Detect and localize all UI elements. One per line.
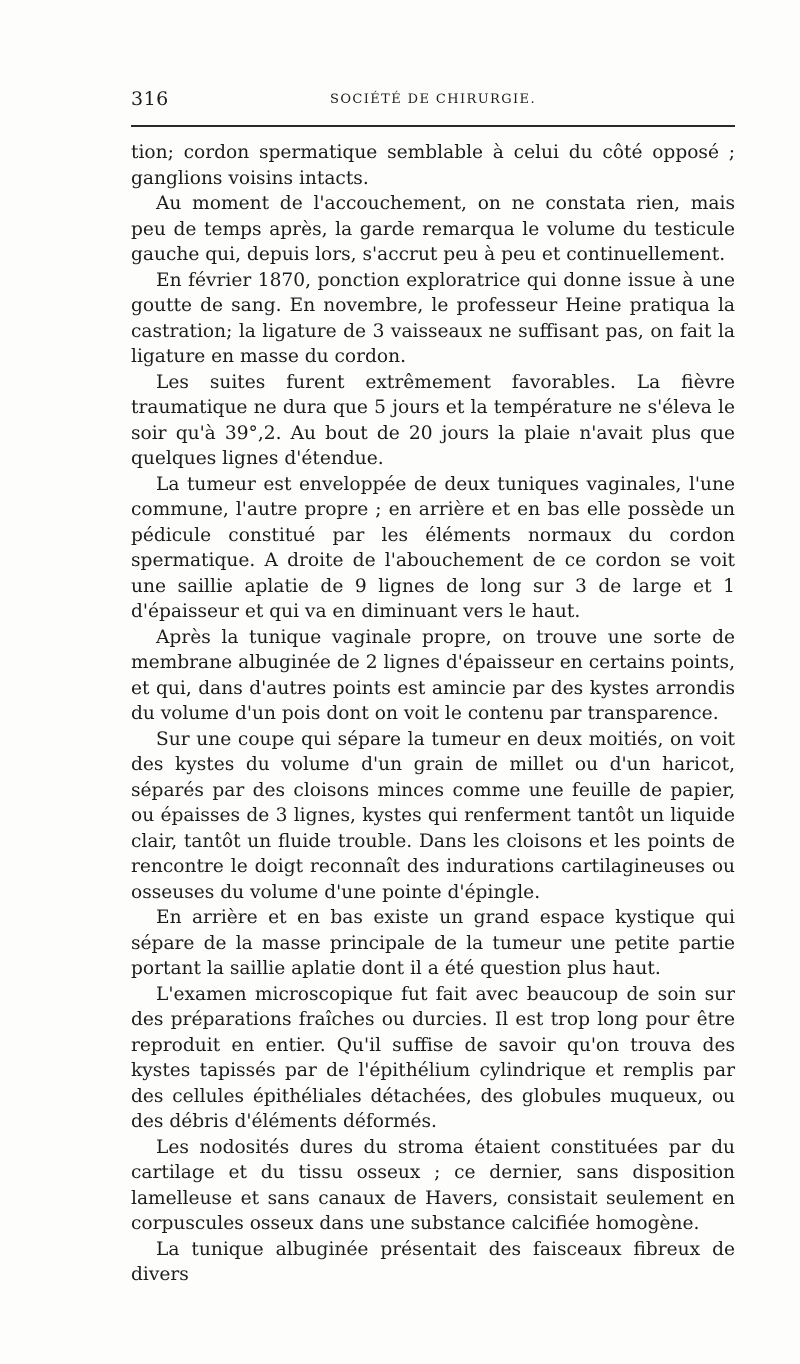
paragraph: Les nodosités dures du stroma étaient constituées par du cartilage et du tissu osseux ; ce dernier, sans disposition lamelleuse et sans canaux de Havers, consistait seulement en corpuscules osseux dans une substance calcifiée homogène. [131, 1136, 735, 1234]
page-number: 316 [131, 88, 169, 110]
paragraph: tion; cordon spermatique semblable à celui du côté opposé ; ganglions voisins intacts. [131, 142, 735, 189]
page-header [131, 88, 735, 118]
paragraph: La tunique albuginée présentait des faisceaux fibreux de divers [131, 1238, 735, 1285]
body-text [131, 140, 735, 1288]
paragraph: Après la tunique vaginale propre, on trouve une sorte de membrane albuginée de 2 lignes d'épaisseur en certains points, et qui, dans d'autres points est amincie par des kystes arrondis du volume d'un pois dont on voit le contenu par transparence. [131, 626, 735, 724]
paragraph: Sur une coupe qui sépare la tumeur en deux moitiés, on voit des kystes du volume d'un grain de millet ou d'un haricot, séparés par des cloisons minces comme une feuille de papier, ou épaisses de 3 lignes, kystes qui renferment tantôt un liquide clair, tantôt un fluide trouble. Dans les cloisons et les points de rencontre le doigt reconnaît des indurations cartilagineuses ou osseuses du volume d'une pointe d'épingle. [131, 728, 735, 903]
running-head: SOCIÉTÉ DE CHIRURGIE. [330, 92, 536, 107]
paragraph: L'examen microscopique fut fait avec beaucoup de soin sur des préparations fraîches ou durcies. Il est trop long pour être reproduit en entier. Qu'il suffise de savoir qu'on trouva des kystes tapissés par de l'épithélium cylindrique et remplis par des cellules épithéliales détachées, des globules muqueux, ou des débris d'éléments déformés. [131, 983, 735, 1132]
paragraph: En février 1870, ponction exploratrice qui donne issue à une goutte de sang. En novembre, le professeur Heine pratiqua la castration; la ligature de 3 vaisseaux ne suffisant pas, on fait la ligature en masse du cordon. [131, 269, 735, 367]
header-rule [131, 125, 735, 127]
paragraph: Les suites furent extrêmement favorables. La fièvre traumatique ne dura que 5 jours et la température ne s'éleva le soir qu'à 39°,2. Au bout de 20 jours la plaie n'avait plus que quelques lignes d'étendue. [131, 371, 735, 469]
paragraph: Au moment de l'accouchement, on ne constata rien, mais peu de temps après, la garde remarqua le volume du testicule gauche qui, depuis lors, s'accrut peu à peu et continuellement. [131, 193, 735, 265]
paragraph: La tumeur est enveloppée de deux tuniques vaginales, l'une commune, l'autre propre ; en arrière et en bas elle possède un pédicule constitué par les éléments normaux du cordon spermatique. A droite de l'abouchement de ce cordon se voit une saillie aplatie de 9 lignes de long sur 3 de large et 1 d'épaisseur et qui va en diminuant vers le haut. [131, 473, 735, 622]
paragraph: En arrière et en bas existe un grand espace kystique qui sépare de la masse principale de la tumeur une petite partie portant la saillie aplatie dont il a été question plus haut. [131, 907, 735, 979]
